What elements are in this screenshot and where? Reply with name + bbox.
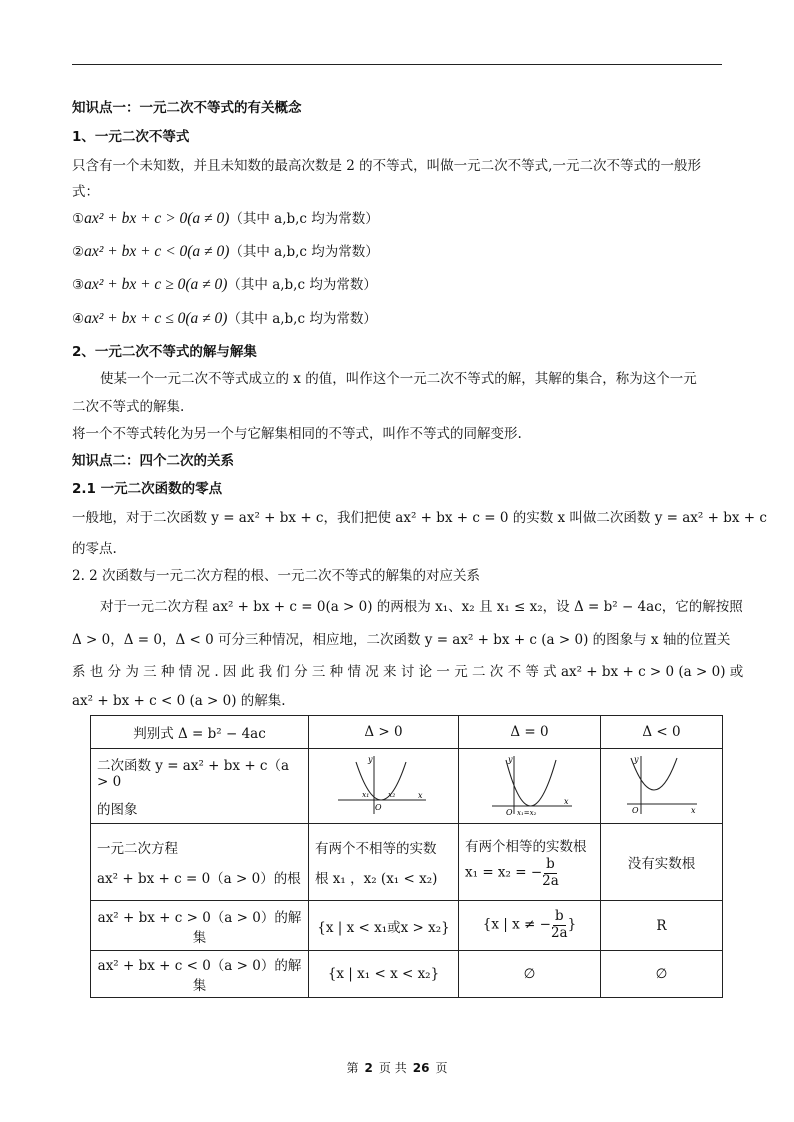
paragraph-line: Δ > 0，Δ = 0，Δ < 0 可分三种情况，相应地，二次函数 y = ax² + bx + c (a > 0) 的图象与 x 轴的位置关 [72, 632, 731, 648]
table-row [91, 951, 723, 998]
page-total: 26 [412, 1061, 430, 1075]
paragraph-line: 对于一元二次方程 ax² + bx + c = 0(a > 0) 的两根为 x₁、x₂ 且 x₁ ≤ x₂，设 Δ = b² − 4ac，它的解按照 [100, 599, 743, 615]
subsection-title: 1、一元二次不等式 [72, 129, 190, 145]
zero-line: 的零点. [72, 541, 117, 557]
table-cell: {x | x ≠ − $\frac{b}{2a}$ } [459, 901, 601, 951]
subsection-title: 2.1 一元二次函数的零点 [72, 481, 223, 497]
table-cell: 没有实数根 [601, 824, 723, 901]
table-row [91, 749, 723, 824]
graph-cell [309, 749, 459, 824]
graph-cell [601, 749, 723, 824]
page-number: 2 [364, 1061, 373, 1075]
subsection-title: 2、一元二次不等式的解与解集 [72, 344, 257, 360]
solution-line: 二次不等式的解集. [72, 399, 185, 415]
axis-label: x₁ [361, 790, 369, 799]
axis-label: x [417, 791, 423, 800]
table-cell: 有两个相等的实数根 x₁ = x₂ = − $\frac{b}{2a}$ [459, 824, 601, 901]
axis-label: x [690, 806, 696, 815]
subsection-title: 2. 2 次函数与一元二次方程的根、一元二次不等式的解集的对应关系 [72, 568, 481, 584]
axis-label: O [374, 803, 382, 812]
table-row [91, 824, 723, 901]
table-cell: {x | x < x₁或x > x₂} [309, 901, 459, 951]
definition-line: 式： [72, 184, 99, 200]
axis-label: O [631, 806, 639, 815]
page-footer: 第 2 页 共 26 页 [346, 1061, 448, 1075]
solution-line: 使某一个一元二次不等式成立的 x 的值，叫作这个一元二次不等式的解，其解的集合，称为这个一元 [100, 371, 697, 387]
row-label: 二次函数 y = ax² + bx + c（a > 0 的图象 [91, 749, 309, 824]
paragraph-line: 系 也 分 为 三 种 情 况 . 因 此 我 们 分 三 种 情 况 来 讨 论 一 元 二 次 不 等 式 ax² + bx + c > 0 (a > 0) 或 [72, 664, 744, 680]
table-cell: R [601, 901, 723, 951]
axis-label: x [563, 797, 569, 806]
zero-line: 一般地，对于二次函数 y = ax² + bx + c，我们把使 ax² + bx + c = 0 的实数 x 叫做二次函数 y = ax² + bx + c [72, 510, 767, 526]
header-cell: Δ = 0 [459, 716, 601, 749]
axis-label: y [633, 755, 639, 764]
table-row [91, 716, 723, 749]
row-label: ax² + bx + c > 0（a > 0）的解集 [91, 901, 309, 951]
table-cell: 有两个不相等的实数 根 x₁ ，x₂ (x₁ < x₂) [309, 824, 459, 901]
axis-label: x₂ [387, 790, 395, 799]
row-label: ax² + bx + c < 0（a > 0）的解集 [91, 951, 309, 998]
form-item: ②ax² + bx + c < 0(a ≠ 0)（其中 a,b,c 均为常数） [72, 243, 379, 260]
section1-heading: 知识点一：一元二次不等式的有关概念 [72, 100, 302, 116]
axis-label: y [507, 755, 513, 764]
section2-heading: 知识点二：四个二次的关系 [72, 453, 234, 469]
axis-label: y [367, 755, 373, 764]
table-cell: {x | x₁ < x < x₂} [309, 951, 459, 998]
paragraph-line: ax² + bx + c < 0 (a > 0) 的解集. [72, 693, 286, 709]
header-rule [72, 64, 722, 65]
table-cell: ∅ [601, 951, 723, 998]
graph-cell [459, 749, 601, 824]
row-label: 一元二次方程 ax² + bx + c = 0（a > 0）的根 [91, 824, 309, 901]
axis-label: x₁=x₂ [516, 809, 536, 816]
header-cell: 判别式 Δ = b² − 4ac [91, 716, 309, 749]
parabola-two-roots-graph [334, 752, 434, 816]
table-cell: ∅ [459, 951, 601, 998]
definition-line: 只含有一个未知数，并且未知数的最高次数是 2 的不等式，叫做一元二次不等式,一元二次不等式的一般形 [72, 158, 701, 174]
relation-table [90, 715, 723, 998]
parabola-no-root-graph [617, 752, 707, 816]
form-item: ③ax² + bx + c ≥ 0(a ≠ 0)（其中 a,b,c 均为常数） [72, 276, 377, 293]
parabola-one-root-graph [480, 752, 580, 816]
header-cell: Δ > 0 [309, 716, 459, 749]
form-item: ④ax² + bx + c ≤ 0(a ≠ 0)（其中 a,b,c 均为常数） [72, 310, 377, 327]
form-item: ①ax² + bx + c > 0(a ≠ 0)（其中 a,b,c 均为常数） [72, 210, 379, 227]
table-row [91, 901, 723, 951]
header-cell: Δ < 0 [601, 716, 723, 749]
equivalence-line: 将一个不等式转化为另一个与它解集相同的不等式，叫作不等式的同解变形. [72, 426, 522, 442]
axis-label: O [505, 808, 513, 816]
